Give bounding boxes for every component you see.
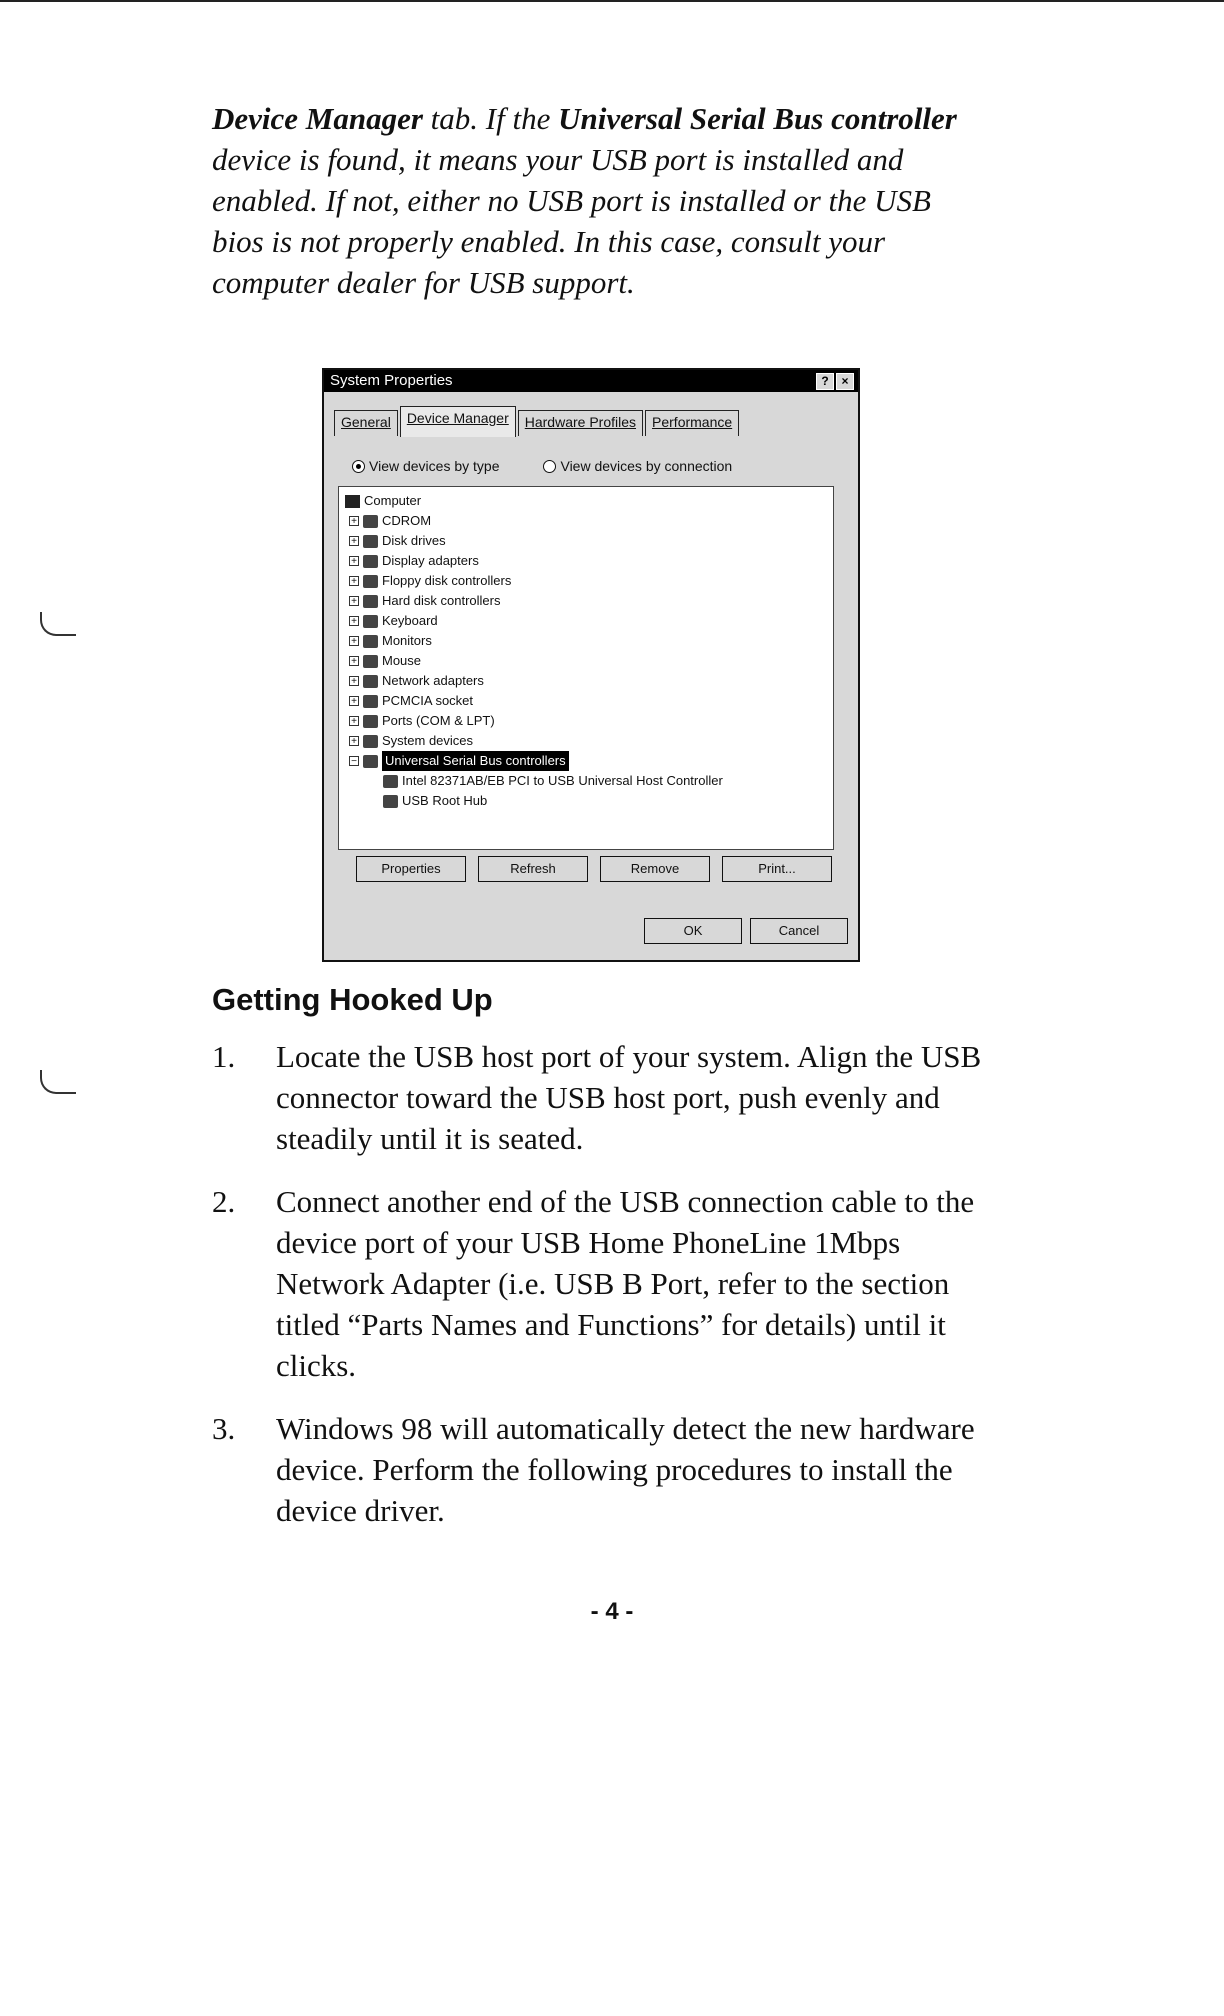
usb-icon — [383, 775, 398, 788]
intro-bold-usb: Universal Serial Bus controller — [558, 101, 957, 136]
tree-label: Mouse — [382, 653, 422, 668]
tree-item-computer[interactable] — [345, 491, 421, 511]
close-icon[interactable]: × — [836, 373, 854, 390]
tree-label: Computer — [364, 493, 422, 508]
hard-disk-controller-icon — [363, 595, 378, 608]
dialog-title: System Properties — [324, 370, 858, 392]
ok-button[interactable]: OK — [644, 918, 742, 944]
display-adapter-icon — [363, 555, 378, 568]
step-item — [212, 1036, 992, 1159]
step-number: 2. — [212, 1184, 236, 1219]
tree-label: Disk drives — [382, 533, 446, 548]
tree-item[interactable] — [349, 511, 431, 531]
tree-label: Keyboard — [382, 613, 438, 628]
intro-bold-lead: Device Manager — [212, 101, 423, 136]
tree-item-usb-controllers[interactable] — [349, 751, 569, 771]
top-rule — [0, 0, 1224, 2]
cancel-button[interactable]: Cancel — [750, 918, 848, 944]
tree-label: PCMCIA socket — [382, 693, 474, 708]
tree-label: CDROM — [382, 513, 432, 528]
radio-by-connection-label: View devices by connection — [560, 458, 733, 474]
page-number: - 4 - — [590, 1598, 634, 1625]
expand-icon[interactable]: + — [349, 736, 359, 746]
section-heading: Getting Hooked Up — [212, 982, 493, 1017]
expand-icon[interactable]: + — [349, 596, 359, 606]
step-text: Connect another end of the USB connection cable to the device port of your USB Home PhoneLine 1Mbps Network Adapter (i.e. USB B Port, refer to the section titled “Parts Names and Functions” for details) until it clicks. — [276, 1184, 975, 1383]
usb-icon — [383, 795, 398, 808]
intro-paragraph — [212, 98, 972, 303]
network-adapter-icon — [363, 675, 378, 688]
tree-item[interactable] — [349, 651, 421, 671]
view-options — [352, 458, 732, 474]
device-tree[interactable] — [338, 486, 834, 850]
tree-item[interactable] — [349, 671, 484, 691]
expand-icon[interactable]: + — [349, 716, 359, 726]
usb-icon — [363, 755, 378, 768]
system-devices-icon — [363, 735, 378, 748]
tree-item[interactable] — [349, 631, 432, 651]
tree-item[interactable] — [349, 691, 473, 711]
tree-label: Floppy disk controllers — [382, 573, 512, 588]
tab-general[interactable]: General — [334, 410, 398, 436]
tree-label: Hard disk controllers — [382, 593, 501, 608]
cdrom-icon — [363, 515, 378, 528]
properties-button[interactable]: Properties — [356, 856, 466, 882]
collapse-icon[interactable]: − — [349, 756, 359, 766]
keyboard-icon — [363, 615, 378, 628]
mouse-icon — [363, 655, 378, 668]
step-item — [212, 1181, 992, 1386]
tab-strip — [334, 410, 739, 436]
disk-drive-icon — [363, 535, 378, 548]
tree-item[interactable] — [383, 771, 723, 791]
tree-label: System devices — [382, 733, 474, 748]
tree-item[interactable] — [349, 531, 446, 551]
expand-icon[interactable]: + — [349, 516, 359, 526]
tab-device-manager[interactable]: Device Manager — [400, 406, 516, 437]
step-text: Windows 98 will automatically detect the new hardware device. Perform the following procedures to install the device driver. — [276, 1411, 975, 1528]
expand-icon[interactable]: + — [349, 556, 359, 566]
step-number: 3. — [212, 1411, 236, 1446]
monitor-icon — [363, 635, 378, 648]
tree-label: Intel 82371AB/EB PCI to USB Universal Host Controller — [402, 773, 723, 788]
tree-label: USB Root Hub — [402, 793, 488, 808]
help-icon[interactable]: ? — [816, 373, 834, 390]
margin-mark — [40, 612, 76, 636]
step-text: Locate the USB host port of your system. Align the USB connector toward the USB host port, push evenly and steadily until it is seated. — [276, 1039, 982, 1156]
floppy-controller-icon — [363, 575, 378, 588]
tree-item[interactable] — [349, 711, 495, 731]
ports-icon — [363, 715, 378, 728]
expand-icon[interactable]: + — [349, 656, 359, 666]
step-item — [212, 1408, 992, 1531]
steps-list — [212, 1036, 992, 1553]
radio-by-type-label: View devices by type — [369, 458, 500, 474]
tab-performance[interactable]: Performance — [645, 410, 739, 436]
device-buttons — [356, 856, 832, 882]
tab-hardware-profiles[interactable]: Hardware Profiles — [518, 410, 643, 436]
computer-icon — [345, 495, 360, 508]
radio-by-type[interactable] — [352, 458, 499, 474]
remove-button[interactable]: Remove — [600, 856, 710, 882]
tree-label: Display adapters — [382, 553, 479, 568]
tree-item[interactable] — [349, 611, 438, 631]
radio-by-connection[interactable] — [543, 458, 732, 474]
tree-item[interactable] — [349, 571, 511, 591]
refresh-button[interactable]: Refresh — [478, 856, 588, 882]
expand-icon[interactable]: + — [349, 636, 359, 646]
system-properties-screenshot — [322, 368, 860, 962]
tree-label: Network adapters — [382, 673, 484, 688]
pcmcia-icon — [363, 695, 378, 708]
radio-selected-icon — [352, 460, 365, 473]
expand-icon[interactable]: + — [349, 696, 359, 706]
expand-icon[interactable]: + — [349, 676, 359, 686]
margin-mark — [40, 1070, 76, 1094]
tree-label-selected: Universal Serial Bus controllers — [382, 751, 569, 771]
expand-icon[interactable]: + — [349, 536, 359, 546]
expand-icon[interactable]: + — [349, 576, 359, 586]
step-number: 1. — [212, 1039, 236, 1074]
tree-label: Ports (COM & LPT) — [382, 713, 495, 728]
tree-item[interactable] — [349, 591, 501, 611]
print-button[interactable]: Print... — [722, 856, 832, 882]
tree-item[interactable] — [349, 551, 479, 571]
expand-icon[interactable]: + — [349, 616, 359, 626]
intro-text-2: device is found, it means your USB port is installed and enabled. If not, either no USB port is installed or the USB bios is not properly enabled. In this case, consult your computer dealer for USB support. — [212, 142, 931, 300]
tree-item[interactable] — [349, 731, 473, 751]
tree-label: Monitors — [382, 633, 432, 648]
dialog-buttons — [644, 918, 848, 944]
tree-item[interactable] — [383, 791, 487, 811]
intro-text-1: tab. If the — [422, 101, 559, 136]
radio-empty-icon — [543, 460, 556, 473]
